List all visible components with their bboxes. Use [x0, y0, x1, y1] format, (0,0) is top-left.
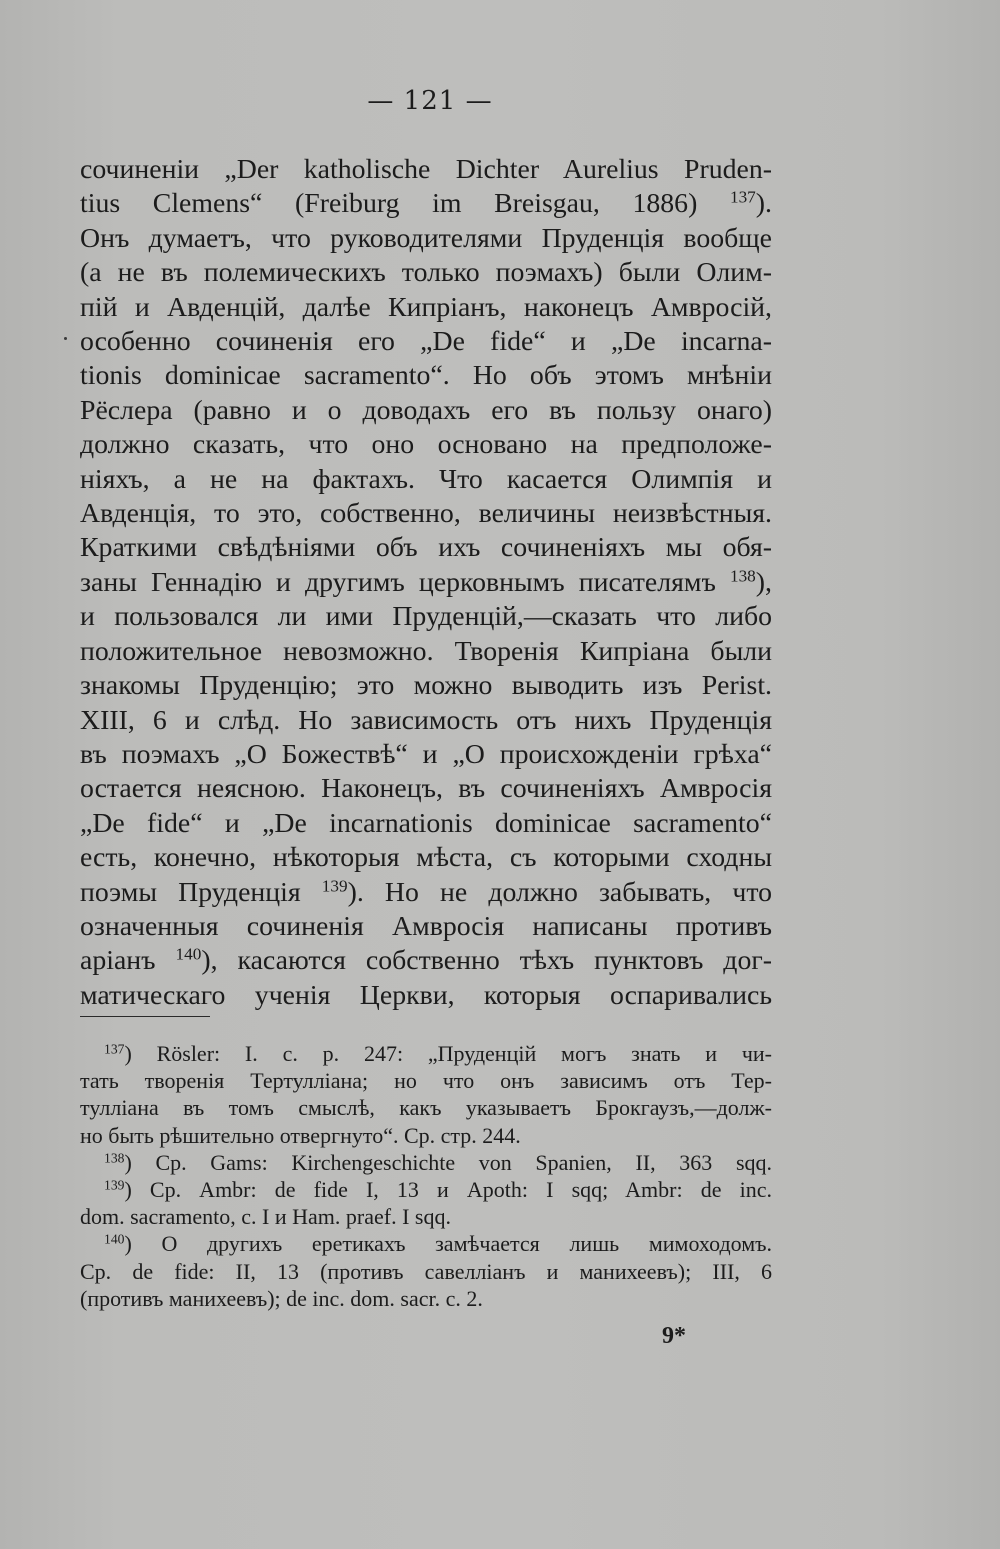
footnote-line: тулліана въ томъ смыслѣ, какъ указываетъ Брокгаузъ,—долж- — [80, 1095, 772, 1121]
body-line: должно сказать, что оно основано на предположе- — [80, 429, 772, 461]
body-line: (а не въ полемическихъ только поэмахъ) были Олим- — [80, 257, 772, 289]
footnote-line: тать творенія Тертулліана; но что онъ зависимъ отъ Тер- — [80, 1068, 772, 1094]
footnote-number: 139 — [104, 1177, 125, 1193]
body-line: ніяхъ, а не на фактахъ. Что касается Олимпія и — [80, 463, 772, 495]
body-line: положительное невозможно. Творенія Кипріана были — [80, 635, 772, 667]
body-line: Онъ думаетъ, что руководителями Пруденція вообще — [80, 222, 772, 254]
page-number: — 121 — — [367, 86, 493, 116]
body-line: Авденція, то это, собственно, величины неизвѣстныя. — [80, 498, 772, 530]
body-line: и пользовался ли ими Пруденцій,—сказать что либо — [80, 601, 772, 633]
body-line: аріанъ $^{140}$), касаются собственно тѣхъ пунктовъ дог- — [80, 944, 773, 977]
footnote — [80, 1176, 772, 1230]
footnote-ref: 137 — [729, 187, 756, 207]
body-line: означенныя сочиненія Амвросія написаны противъ — [80, 910, 772, 942]
footnote — [80, 1230, 772, 1312]
footnote-number: 138 — [104, 1150, 125, 1166]
body-line: заны Геннадію и другимъ церковнымъ писателямъ $^{138}$), — [80, 566, 772, 598]
footnote-line: $^{138}$) Ср. Gams: Kirchengeschichte von Spanien, II, 363 sqq. — [104, 1149, 773, 1175]
body-line: особенно сочиненія его „De fide“ и „De incarna- — [80, 326, 772, 358]
body-line: остается неясною. Наконецъ, въ сочиненіяхъ Амвросія — [80, 773, 772, 805]
body-line: поэмы Пруденція $^{139}$). Но не должно забывать, что — [80, 876, 772, 908]
footnote-line: dom. sacramento, c. I и Ham. praef. I sqq. — [80, 1204, 451, 1230]
footnote — [80, 1040, 772, 1149]
footnote-line: $^{140}$) О другихъ еретикахъ замѣчается лишь мимоходомъ. — [104, 1231, 773, 1257]
footnote-line: $^{139}$) Ср. Ambr: de fide I, 13 и Apoth: I sqq; Ambr: de inc. — [104, 1177, 772, 1203]
body-line: сочиненіи „Der katholische Dichter Aurelius Pruden- — [80, 154, 772, 185]
footnote — [80, 1149, 772, 1176]
body-line: знакомы Пруденцію; это можно выводить изъ Perist. — [80, 670, 772, 702]
footnote-number: 140 — [104, 1231, 125, 1247]
footnote-line: $^{137}$) Rösler: I. c. p. 247: „Пруденцій могъ знать и чи- — [104, 1041, 773, 1066]
body-line: tius Clemens“ (Freiburg im Breisgau, 1886) $^{137}$). — [80, 187, 772, 220]
body-line: tionis dominicae sacramento“. Но объ этомъ мнѣніи — [80, 360, 772, 392]
body-line: XIII, 6 и слѣд. Но зависимость отъ нихъ Пруденція — [80, 704, 772, 736]
footnote-line: но быть рѣшительно отвергнуто“. Ср. стр. 244. — [80, 1122, 521, 1148]
body-text — [80, 153, 772, 1013]
footnote-ref: 140 — [175, 944, 202, 964]
body-line: въ поэмахъ „О Божествѣ“ и „О происхожденіи грѣха“ — [80, 738, 772, 770]
footnote-line: (противъ манихеевъ); de inc. dom. sacr. c. 2. — [80, 1285, 483, 1311]
footnote-number: 137 — [104, 1041, 125, 1057]
body-line: Краткими свѣдѣніями объ ихъ сочиненіяхъ мы обя- — [80, 532, 772, 564]
footnote-divider — [80, 1016, 210, 1017]
body-line: пій и Авденцій, далѣе Кипріанъ, наконецъ Амвросій, — [80, 291, 772, 323]
body-line: Рёслера (равно и о доводахъ его въ пользу онаго) — [80, 394, 772, 426]
footnote-line: Ср. de fide: II, 13 (противъ савелліанъ и манихеевъ); III, 6 — [80, 1258, 772, 1284]
footnotes — [80, 1040, 772, 1312]
body-line: есть, конечно, нѣкоторыя мѣста, съ которыми сходны — [80, 842, 772, 874]
printer-signature-mark: 9* — [662, 1323, 686, 1349]
footnote-ref: 138 — [729, 566, 756, 586]
footnote-ref: 139 — [321, 876, 348, 896]
body-line: матическаго ученія Церкви, которыя оспаривались — [80, 979, 772, 1011]
ink-speck — [64, 337, 67, 340]
body-line: „De fide“ и „De incarnationis dominicae sacramento“ — [80, 807, 772, 839]
